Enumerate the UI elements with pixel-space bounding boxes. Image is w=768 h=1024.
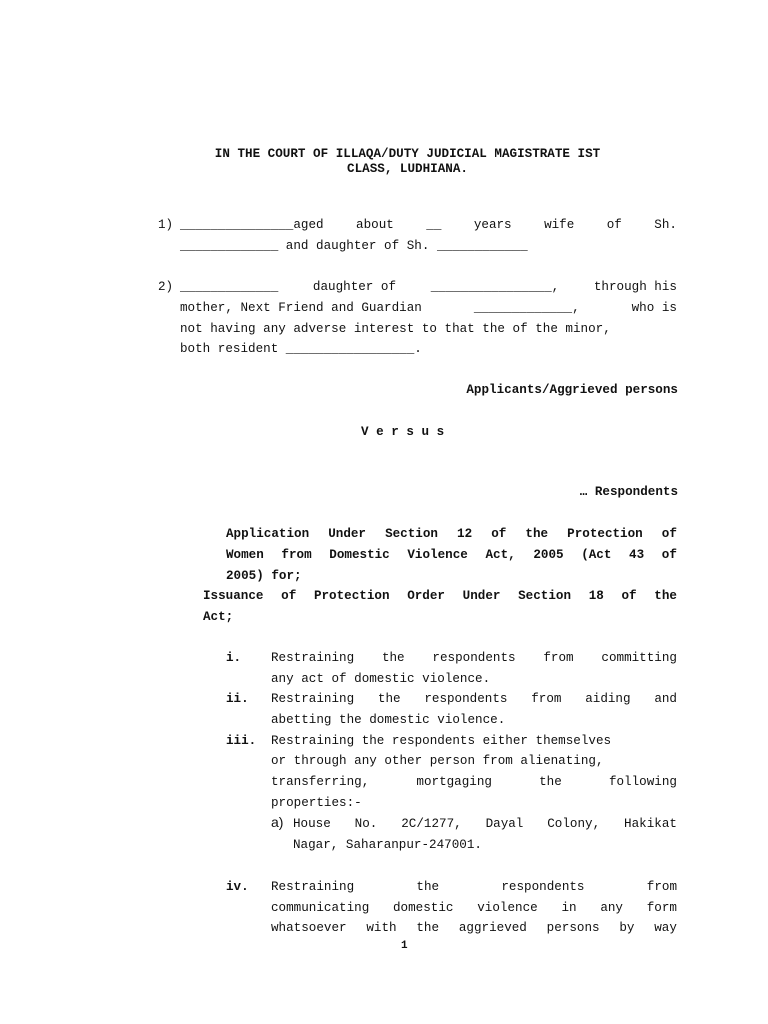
item-word: domestic [393, 901, 454, 915]
applicant2-line1 [180, 279, 677, 295]
issuance-word: Protection [313, 589, 390, 603]
application-line1 [226, 526, 677, 542]
item-word: following [608, 775, 677, 789]
item-word: whatsoever [271, 921, 347, 935]
item-word: mortgaging [416, 775, 492, 789]
item-word: House [293, 817, 331, 831]
issuance-line1 [203, 588, 677, 604]
item-word: persons [546, 921, 600, 935]
applicant1-word: Sh. [654, 218, 677, 232]
court-title-line2: CLASS, LUDHIANA. [347, 162, 468, 176]
applicant2-line3: not having any adverse interest to that the of the minor, [180, 322, 611, 336]
item-iv-line3 [271, 920, 677, 936]
item-word: the [416, 921, 440, 935]
item-i-line1 [271, 650, 677, 666]
item-i-line2: any act of domestic violence. [271, 672, 491, 686]
item-iv-number: iv. [226, 880, 249, 894]
applicant1-number: 1) [158, 218, 174, 232]
application-word: from [281, 548, 312, 562]
application-line2 [226, 547, 677, 563]
item-iii-line1: Restraining the respondents either themselves [271, 734, 612, 748]
application-word: Act, [485, 548, 516, 562]
subitem-a-line1 [293, 816, 677, 832]
application-word: 2005 [533, 548, 564, 562]
applicant2-line4: both resident _________________. [180, 342, 422, 356]
application-word: Violence [407, 548, 468, 562]
item-word: committing [601, 651, 677, 665]
applicant2-blank: _____________ [180, 280, 279, 294]
issuance-word: Section [518, 589, 572, 603]
item-word: Colony, [547, 817, 601, 831]
item-word: Restraining [271, 880, 355, 894]
subitem-a-number: a) [271, 814, 284, 830]
item-word: by [619, 921, 635, 935]
item-word: communicating [271, 901, 370, 915]
application-word: 12 [457, 527, 473, 541]
item-word: Restraining [271, 692, 355, 706]
respondents-label: … Respondents [579, 485, 678, 499]
item-ii-line2: abetting the domestic violence. [271, 713, 506, 727]
item-iv-line2 [271, 900, 677, 916]
court-title-line1: IN THE COURT OF ILLAQA/DUTY JUDICIAL MAGISTRATE IST [214, 147, 601, 161]
applicant2-text: mother, Next Friend and Guardian [180, 301, 422, 315]
applicant1-word: __ [426, 218, 442, 232]
issuance-word: of [621, 589, 637, 603]
item-word: the [381, 651, 405, 665]
application-word: Domestic [329, 548, 390, 562]
applicant2-line2 [180, 300, 677, 316]
item-word: aggrieved [458, 921, 527, 935]
application-word: Section [385, 527, 438, 541]
item-ii-number: ii. [226, 692, 249, 706]
issuance-word: Issuance [203, 589, 264, 603]
application-word: 43 [629, 548, 645, 562]
applicant1-line1 [180, 217, 677, 233]
item-ii-line1 [271, 691, 677, 707]
issuance-word: Order [407, 589, 445, 603]
applicant2-blank: _____________, [473, 301, 580, 315]
item-word: No. [354, 817, 378, 831]
item-word: from [543, 651, 574, 665]
item-word: violence [477, 901, 538, 915]
item-word: form [646, 901, 677, 915]
applicant2-number: 2) [158, 280, 174, 294]
application-line3: 2005) for; [226, 569, 302, 583]
item-word: from [646, 880, 677, 894]
issuance-word: the [654, 589, 677, 603]
applicant1-word: wife [544, 218, 575, 232]
application-word: (Act [581, 548, 612, 562]
item-word: transferring, [271, 775, 370, 789]
item-word: and [654, 692, 677, 706]
subitem-a-line2: Nagar, Saharanpur-247001. [293, 838, 482, 852]
issuance-line2: Act; [203, 610, 234, 624]
item-iii-number: iii. [226, 734, 257, 748]
issuance-word: of [281, 589, 297, 603]
applicant2-text: who is [631, 301, 677, 315]
application-word: the [525, 527, 549, 541]
application-word: of [661, 548, 677, 562]
item-word: Dayal [485, 817, 524, 831]
item-word: respondents [432, 651, 516, 665]
applicant1-line2: _____________ and daughter of Sh. ____________ [180, 239, 528, 253]
issuance-word: Under [462, 589, 501, 603]
applicant1-word: of [606, 218, 622, 232]
item-word: respondents [424, 692, 508, 706]
application-word: Protection [567, 527, 643, 541]
item-word: any [600, 901, 623, 915]
page-number: 1 [401, 940, 408, 952]
versus-heading: V e r s u s [361, 425, 445, 439]
applicant1-word: years [473, 218, 512, 232]
application-word: Under [328, 527, 366, 541]
item-word: the [377, 692, 401, 706]
applicant1-word: about [356, 218, 394, 232]
item-iii-line4: properties:- [271, 796, 362, 810]
item-word: way [654, 921, 677, 935]
item-word: Hakikat [624, 817, 677, 831]
issuance-word: 18 [588, 589, 604, 603]
item-iii-line3 [271, 774, 677, 790]
item-i-number: i. [226, 651, 242, 665]
item-word: with [366, 921, 397, 935]
application-word: Women [226, 548, 264, 562]
item-word: from [531, 692, 562, 706]
application-word: of [491, 527, 507, 541]
applicant2-text: through his [593, 280, 677, 294]
item-word: respondents [501, 880, 585, 894]
application-word: Application [226, 527, 310, 541]
item-iv-line1 [271, 879, 677, 895]
item-word: the [539, 775, 562, 789]
item-word: 2C/1277, [401, 817, 462, 831]
applicant2-text: daughter of [312, 280, 397, 294]
item-word: Restraining [271, 651, 355, 665]
applicant2-blank: ________________, [430, 280, 560, 294]
applicants-label: Applicants/Aggrieved persons [466, 383, 678, 397]
item-iii-line2: or through any other person from alienating, [271, 754, 604, 768]
item-word: the [416, 880, 440, 894]
applicant1-word: _______________aged [180, 218, 324, 232]
item-word: in [561, 901, 577, 915]
application-word: of [661, 527, 677, 541]
item-word: aiding [585, 692, 631, 706]
